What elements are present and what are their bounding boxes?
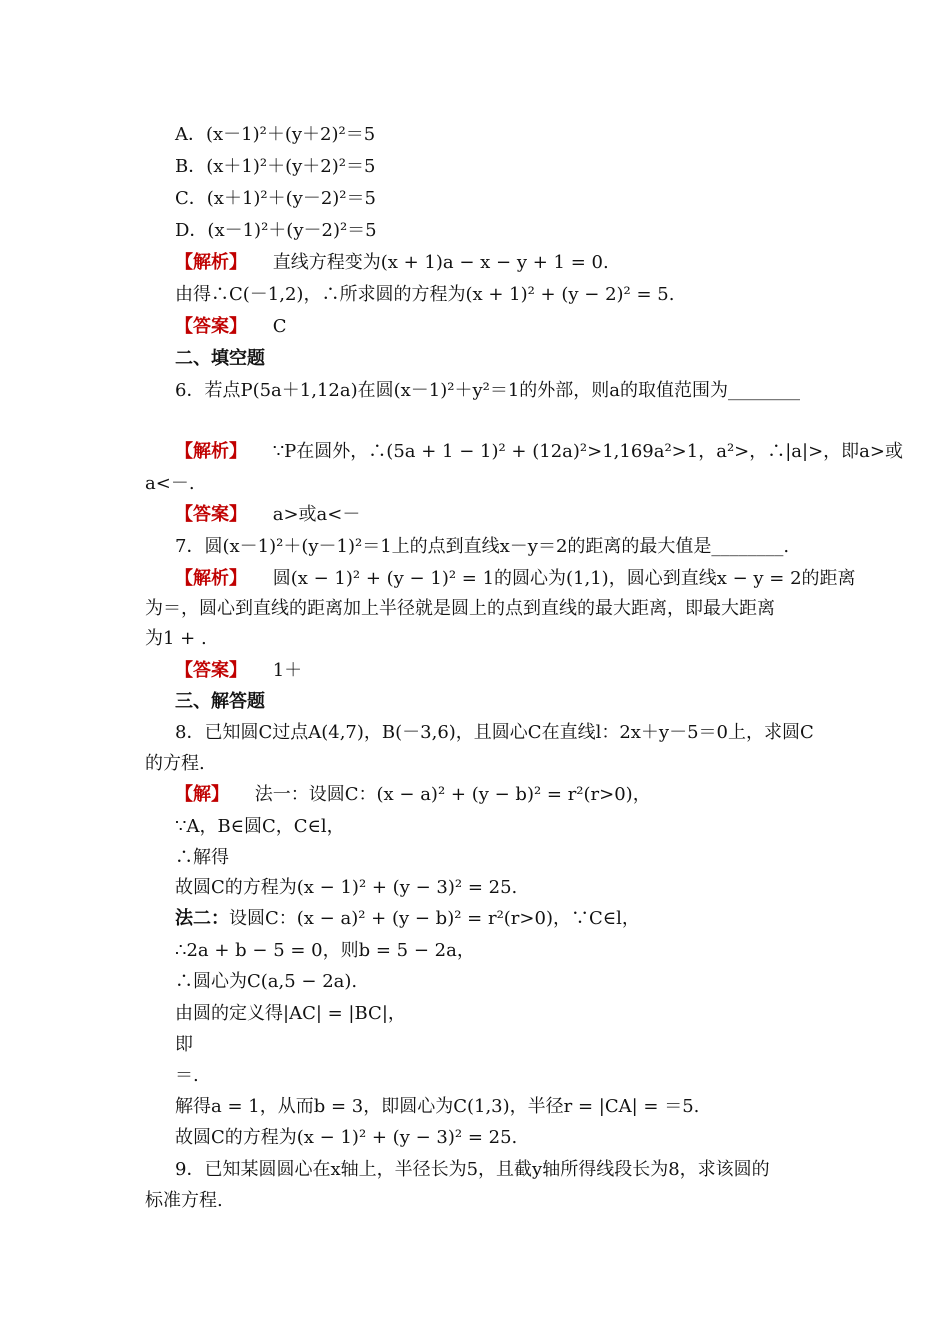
- q8-solution-line-7: ∴圆心为C(a,5 − 2a).: [175, 971, 358, 992]
- method-two-label: 法二：: [175, 908, 229, 929]
- answer-tag: 【答案】: [175, 660, 247, 681]
- q6-analysis-line-2: a<－.: [145, 473, 195, 494]
- q5-analysis-line-1: [175, 251, 609, 275]
- q8-solution-line-11: 解得a = 1，从而b = 3，即圆心为C(1,3)，半径r = |CA| = ＝5.: [175, 1096, 700, 1117]
- q6-analysis-line-1: [175, 440, 903, 464]
- q8-solution-line-2: ∵A，B∈圆C，C∈l，: [175, 816, 345, 837]
- question-7: 7．圆(x－1)²＋(y－1)²＝1上的点到直线x－y＝2的距离的最大值是________.: [175, 536, 790, 557]
- q7-analysis-line-2: 为＝，圆心到直线的距离加上半径就是圆上的点到直线的最大距离，即最大距离: [145, 598, 775, 619]
- q8-solution-line-6: ∴2a + b − 5 = 0，则b = 5 − 2a，: [175, 940, 475, 961]
- q8-solution-line-3: ∴解得: [175, 847, 229, 868]
- analysis-tag: 【解析】: [175, 252, 247, 273]
- option-c: C．(x＋1)²＋(y－2)²＝5: [175, 188, 376, 209]
- q8-method-two-text: 设圆C：(x − a)² + (y − b)² = r²(r>0)，∵C∈l，: [229, 908, 640, 929]
- option-d: D．(x－1)²＋(y－2)²＝5: [175, 220, 377, 241]
- q8-solution-line-4: 故圆C的方程为(x − 1)² + (y − 3)² = 25.: [175, 877, 518, 898]
- section-fill-in-heading: 二、填空题: [175, 348, 265, 369]
- q7-analysis-line-1: [175, 567, 856, 591]
- q5-analysis-line-2: 由得∴C(－1,2)，∴所求圆的方程为(x + 1)² + (y − 2)² = 5.: [175, 284, 675, 305]
- q7-analysis-line-3: 为1 + .: [145, 628, 207, 649]
- question-9-line-1: 9．已知某圆圆心在x轴上，半径长为5，且截y轴所得线段长为8，求该圆的: [175, 1159, 770, 1180]
- q8-solution-line-8: 由圆的定义得|AC| = |BC|，: [175, 1003, 406, 1024]
- analysis-tag: 【解析】: [175, 441, 247, 462]
- q6-analysis-text: ∵P在圆外，∴(5a + 1 − 1)² + (12a)²>1,169a²>1，a²>，∴|a|>，即a>或: [272, 441, 903, 462]
- q8-solution-line-9: 即: [175, 1034, 193, 1055]
- q6-answer-value: a>或a<－: [272, 504, 361, 525]
- q5-answer: [175, 315, 287, 339]
- analysis-tag: 【解析】: [175, 568, 247, 589]
- q7-answer: [175, 659, 302, 683]
- q7-answer-value: 1＋: [272, 660, 303, 681]
- solution-tag: 【解】: [175, 784, 229, 805]
- question-6: 6．若点P(5a＋1,12a)在圆(x－1)²＋y²＝1的外部，则a的取值范围为________: [175, 380, 801, 401]
- answer-tag: 【答案】: [175, 504, 247, 525]
- option-b: B．(x＋1)²＋(y＋2)²＝5: [175, 156, 376, 177]
- question-8-line-1: 8．已知圆C过点A(4,7)，B(－3,6)，且圆心C在直线l：2x＋y－5＝0上，求圆C: [175, 722, 814, 743]
- q8-solution-line-1: [175, 783, 651, 807]
- question-8-line-2: 的方程.: [145, 753, 205, 774]
- q8-solution-text: 法一：设圆C：(x − a)² + (y − b)² = r²(r>0)，: [254, 784, 651, 805]
- q5-analysis-text: 直线方程变为(x + 1)a − x − y + 1 = 0.: [272, 252, 609, 273]
- q7-analysis-text: 圆(x − 1)² + (y − 1)² = 1的圆心为(1,1)，圆心到直线x − y = 2的距离: [272, 568, 856, 589]
- q8-solution-line-12: 故圆C的方程为(x − 1)² + (y − 3)² = 25.: [175, 1127, 518, 1148]
- answer-tag: 【答案】: [175, 316, 247, 337]
- q8-solution-line-5: [175, 907, 640, 931]
- q8-solution-line-10: ＝.: [175, 1065, 199, 1086]
- q6-answer: [175, 503, 360, 527]
- question-9-line-2: 标准方程.: [145, 1190, 223, 1211]
- option-a: A．(x－1)²＋(y＋2)²＝5: [175, 124, 376, 145]
- section-solution-heading: 三、解答题: [175, 691, 265, 712]
- q5-answer-value: C: [272, 316, 287, 337]
